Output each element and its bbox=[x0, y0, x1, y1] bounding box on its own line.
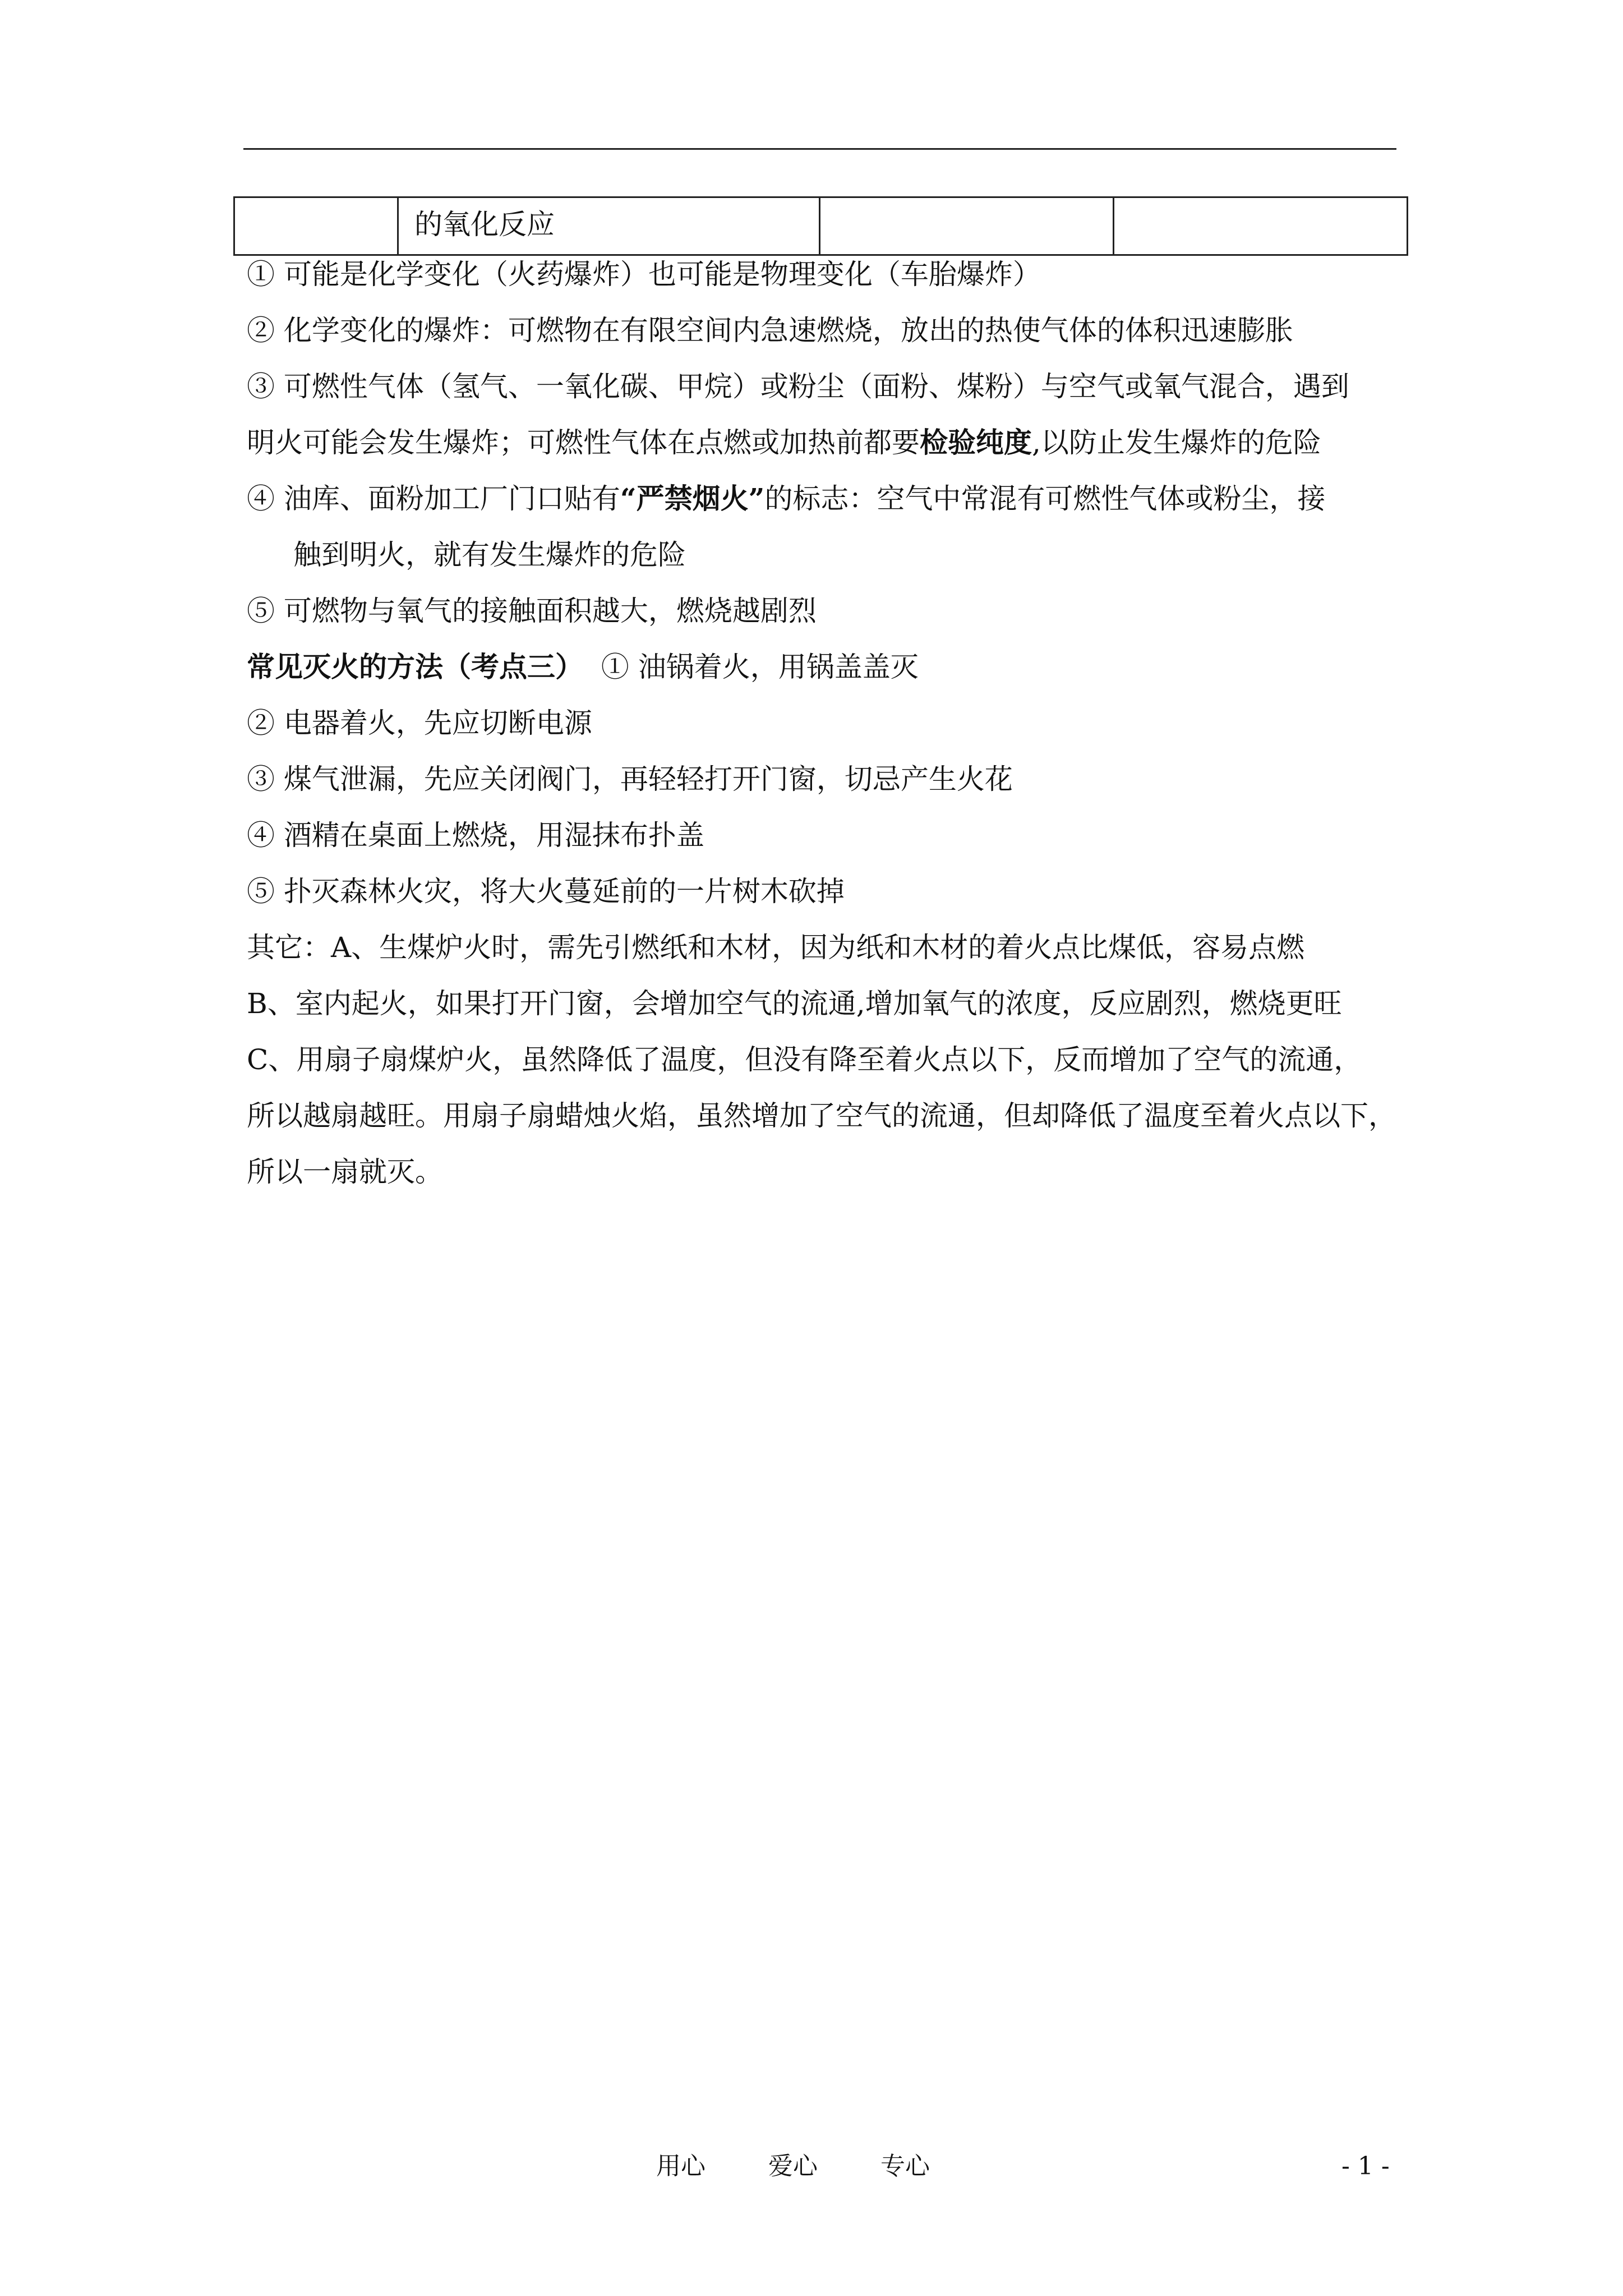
extinguish-item-1: ① 油锅着火，用锅盖盖灭 bbox=[601, 651, 919, 683]
emphasis-text: “严禁烟火” bbox=[620, 482, 765, 515]
explosion-item-4-line-2: 触到明火，就有发生爆炸的危险 bbox=[293, 539, 686, 571]
text-run: 明火可能会发生爆炸；可燃性气体在点燃或加热前都要 bbox=[247, 426, 920, 459]
footer-motto-3: 专心 bbox=[880, 2152, 930, 2180]
header-rule bbox=[243, 148, 1396, 150]
table-cell bbox=[234, 197, 398, 255]
table-cell: 的氧化反应 bbox=[398, 197, 820, 255]
table-row bbox=[234, 197, 1408, 255]
text-run bbox=[583, 651, 601, 683]
text-run: ④ 油库、面粉加工厂门口贴有 bbox=[247, 482, 620, 515]
text-run: ,以防止发生爆炸的危险 bbox=[1032, 426, 1321, 459]
explosion-item-4-line-1 bbox=[247, 480, 1325, 517]
section-heading: 常见灭火的方法（考点三） bbox=[247, 650, 583, 683]
explosion-item-3-line-1: ③ 可燃性气体（氢气、一氧化碳、甲烷）或粉尘（面粉、煤粉）与空气或氧气混合，遇到 bbox=[247, 370, 1349, 403]
table-cell bbox=[820, 197, 1114, 255]
others-c-line-2: 所以越扇越旺。用扇子扇蜡烛火焰，虽然增加了空气的流通，但却降低了温度至着火点以下， bbox=[247, 1099, 1396, 1132]
explosion-item-5: ⑤ 可燃物与氧气的接触面积越大，燃烧越剧烈 bbox=[247, 595, 817, 627]
text-run: 的标志：空气中常混有可燃性气体或粉尘，接 bbox=[764, 482, 1326, 515]
emphasis-text: 检验纯度 bbox=[920, 426, 1032, 459]
extinguish-item-4: ④ 酒精在桌面上燃烧，用湿抹布扑盖 bbox=[247, 819, 704, 852]
explosion-item-3-line-2 bbox=[247, 424, 1321, 461]
table-cell bbox=[1114, 197, 1408, 255]
extinguish-heading-line bbox=[247, 648, 919, 685]
extinguish-item-3: ③ 煤气泄漏，先应关闭阀门，再轻轻打开门窗，切忌产生火花 bbox=[247, 763, 1013, 795]
table-fragment bbox=[233, 196, 1408, 256]
explosion-item-1: ① 可能是化学变化（火药爆炸）也可能是物理变化（车胎爆炸） bbox=[247, 258, 1041, 291]
footer-motto-2: 爱心 bbox=[768, 2152, 818, 2180]
extinguish-item-2: ② 电器着火，先应切断电源 bbox=[247, 707, 592, 739]
others-a: 其它：A、生煤炉火时，需先引燃纸和木材，因为纸和木材的着火点比煤低，容易点燃 bbox=[247, 931, 1305, 964]
extinguish-item-5: ⑤ 扑灭森林火灾，将大火蔓延前的一片树木砍掉 bbox=[247, 875, 845, 908]
others-c-line-3: 所以一扇就灭。 bbox=[247, 1156, 443, 1188]
explosion-item-2: ② 化学变化的爆炸：可燃物在有限空间内急速燃烧，放出的热使气体的体积迅速膨胀 bbox=[247, 314, 1293, 347]
footer-motto-1: 用心 bbox=[656, 2152, 706, 2180]
others-b: B、室内起火，如果打开门窗，会增加空气的流通,增加氧气的浓度，反应剧烈，燃烧更旺 bbox=[247, 987, 1342, 1020]
others-c-line-1: C、用扇子扇煤炉火，虽然降低了温度，但没有降至着火点以下，反而增加了空气的流通， bbox=[247, 1043, 1362, 1076]
page-number: - 1 - bbox=[1341, 2152, 1390, 2180]
